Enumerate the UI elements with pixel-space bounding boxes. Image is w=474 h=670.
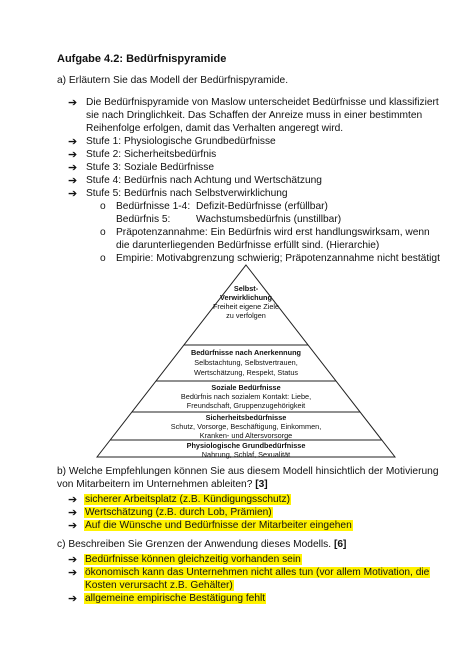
level3-desc-1: Bedürfnis nach sozialem Kontakt: Liebe,	[180, 392, 312, 401]
level2-desc-1: Schutz, Vorsorge, Beschäftigung, Einkommen,	[170, 422, 322, 431]
level5-title-1: Selbst-	[233, 284, 259, 293]
bed-1-4-value: Defizit-Bedürfnisse (erfüllbar)	[196, 201, 328, 212]
answer-c-1: Bedürfnisse können gleichzeitig vorhanden sein	[85, 554, 301, 565]
bed-1-4-label: Bedürfnisse 1-4:	[116, 201, 191, 212]
praepotenz-line-1: Präpotenzannahme: Ein Bedürfnis wird erst handlungswirksam, wenn	[116, 227, 430, 238]
maslow-pyramid	[96, 264, 396, 458]
answer-b-3: Auf die Wünsche und Bedürfnisse der Mitarbeiter eingehen	[85, 520, 352, 531]
intro-line-2: sie nach Dringlichkeit. Das Schaffen der Anreize muss in einer bestimmten	[86, 110, 423, 121]
bed-5-label: Bedürfnis 5:	[116, 214, 171, 225]
stufe-5: Stufe 5: Bedürfnis nach Selbstverwirklichung	[86, 188, 288, 199]
arrow-icon: ➔	[68, 554, 78, 566]
circle-bullet-icon: o	[100, 201, 106, 212]
arrow-icon: ➔	[68, 567, 78, 579]
arrow-icon: ➔	[68, 175, 78, 187]
arrow-icon: ➔	[68, 97, 78, 109]
arrow-icon: ➔	[68, 520, 78, 532]
stufe-4: Stufe 4: Bedürfnis nach Achtung und Wertschätzung	[86, 175, 322, 186]
question-a: a) Erläutern Sie das Modell der Bedürfnispyramide.	[57, 75, 289, 86]
empirie-line: Empirie: Motivabgrenzung schwierig; Präpotenzannahme nicht bestätigt	[116, 253, 440, 264]
page-title: Aufgabe 4.2: Bedürfnispyramide	[57, 53, 227, 65]
level4-title: Bedürfnisse nach Anerkennung	[190, 348, 301, 357]
level5-desc-1: Freiheit eigene Ziele	[212, 302, 280, 311]
level3-title: Soziale Bedürfnisse	[211, 383, 281, 392]
arrow-icon: ➔	[68, 494, 78, 506]
arrow-icon: ➔	[68, 507, 78, 519]
level1-title: Physiologische Grundbedürfnisse	[186, 441, 306, 450]
question-b-line-2: von Mitarbeitern im Unternehmen ableiten? [3]	[57, 479, 268, 490]
answer-b-1: sicherer Arbeitsplatz (z.B. Kündigungsschutz)	[85, 494, 290, 505]
arrow-icon: ➔	[68, 593, 78, 605]
question-b-points: [3]	[255, 479, 268, 490]
praepotenz-line-2: die darunterliegenden Bedürfnisse erfüllt sind. (Hierarchie)	[116, 240, 380, 251]
level2-desc-2: Kranken- und Altersvorsorge	[199, 431, 293, 440]
stufe-3: Stufe 3: Soziale Bedürfnisse	[86, 162, 214, 173]
stufe-2: Stufe 2: Sicherheitsbedürfnis	[86, 149, 217, 160]
level2-title: Sicherheitsbedürfnisse	[205, 413, 287, 422]
arrow-icon: ➔	[68, 136, 78, 148]
level5-title-2: Verwirklichung	[220, 293, 272, 302]
answer-c-3: allgemeine empirische Bestätigung fehlt	[85, 593, 266, 604]
arrow-icon: ➔	[68, 188, 78, 200]
bed-5-value: Wachstumsbedürfnis (unstillbar)	[196, 214, 342, 225]
level5-desc-2: zu verfolgen	[226, 311, 266, 320]
intro-line-1: Die Bedürfnispyramide von Maslow unterscheidet Bedürfnisse und klassifiziert	[86, 97, 439, 108]
circle-bullet-icon: o	[100, 227, 106, 238]
level4-desc-1: Selbstachtung, Selbstvertrauen,	[194, 358, 298, 367]
answer-c-2b: Kosten verursacht z.B. Gehälter)	[85, 580, 233, 591]
answer-b-2: Wertschätzung (z.B. durch Lob, Prämien)	[85, 507, 272, 518]
question-b-line-1: b) Welche Empfehlungen können Sie aus diesem Modell hinsichtlich der Motivierung	[57, 466, 439, 477]
question-c: c) Beschreiben Sie Grenzen der Anwendung dieses Modells. [6]	[57, 539, 347, 550]
circle-bullet-icon: o	[100, 253, 106, 264]
level3-desc-2: Freundschaft, Gruppenzugehörigkeit	[186, 401, 306, 410]
stufe-1: Stufe 1: Physiologische Grundbedürfnisse	[86, 136, 276, 147]
level1-desc: Nahrung, Schlaf, Sexualität	[201, 450, 291, 459]
question-c-points: [6]	[333, 539, 347, 550]
level4-desc-2: Wertschätzung, Respekt, Status	[193, 368, 299, 377]
arrow-icon: ➔	[68, 149, 78, 161]
answer-c-2a: ökonomisch kann das Unternehmen nicht alles tun (vor allem Motivation, die	[85, 567, 430, 578]
intro-line-3: Reihenfolge erfolgen, damit das Verhalten angeregt wird.	[86, 123, 344, 134]
arrow-icon: ➔	[68, 162, 78, 174]
